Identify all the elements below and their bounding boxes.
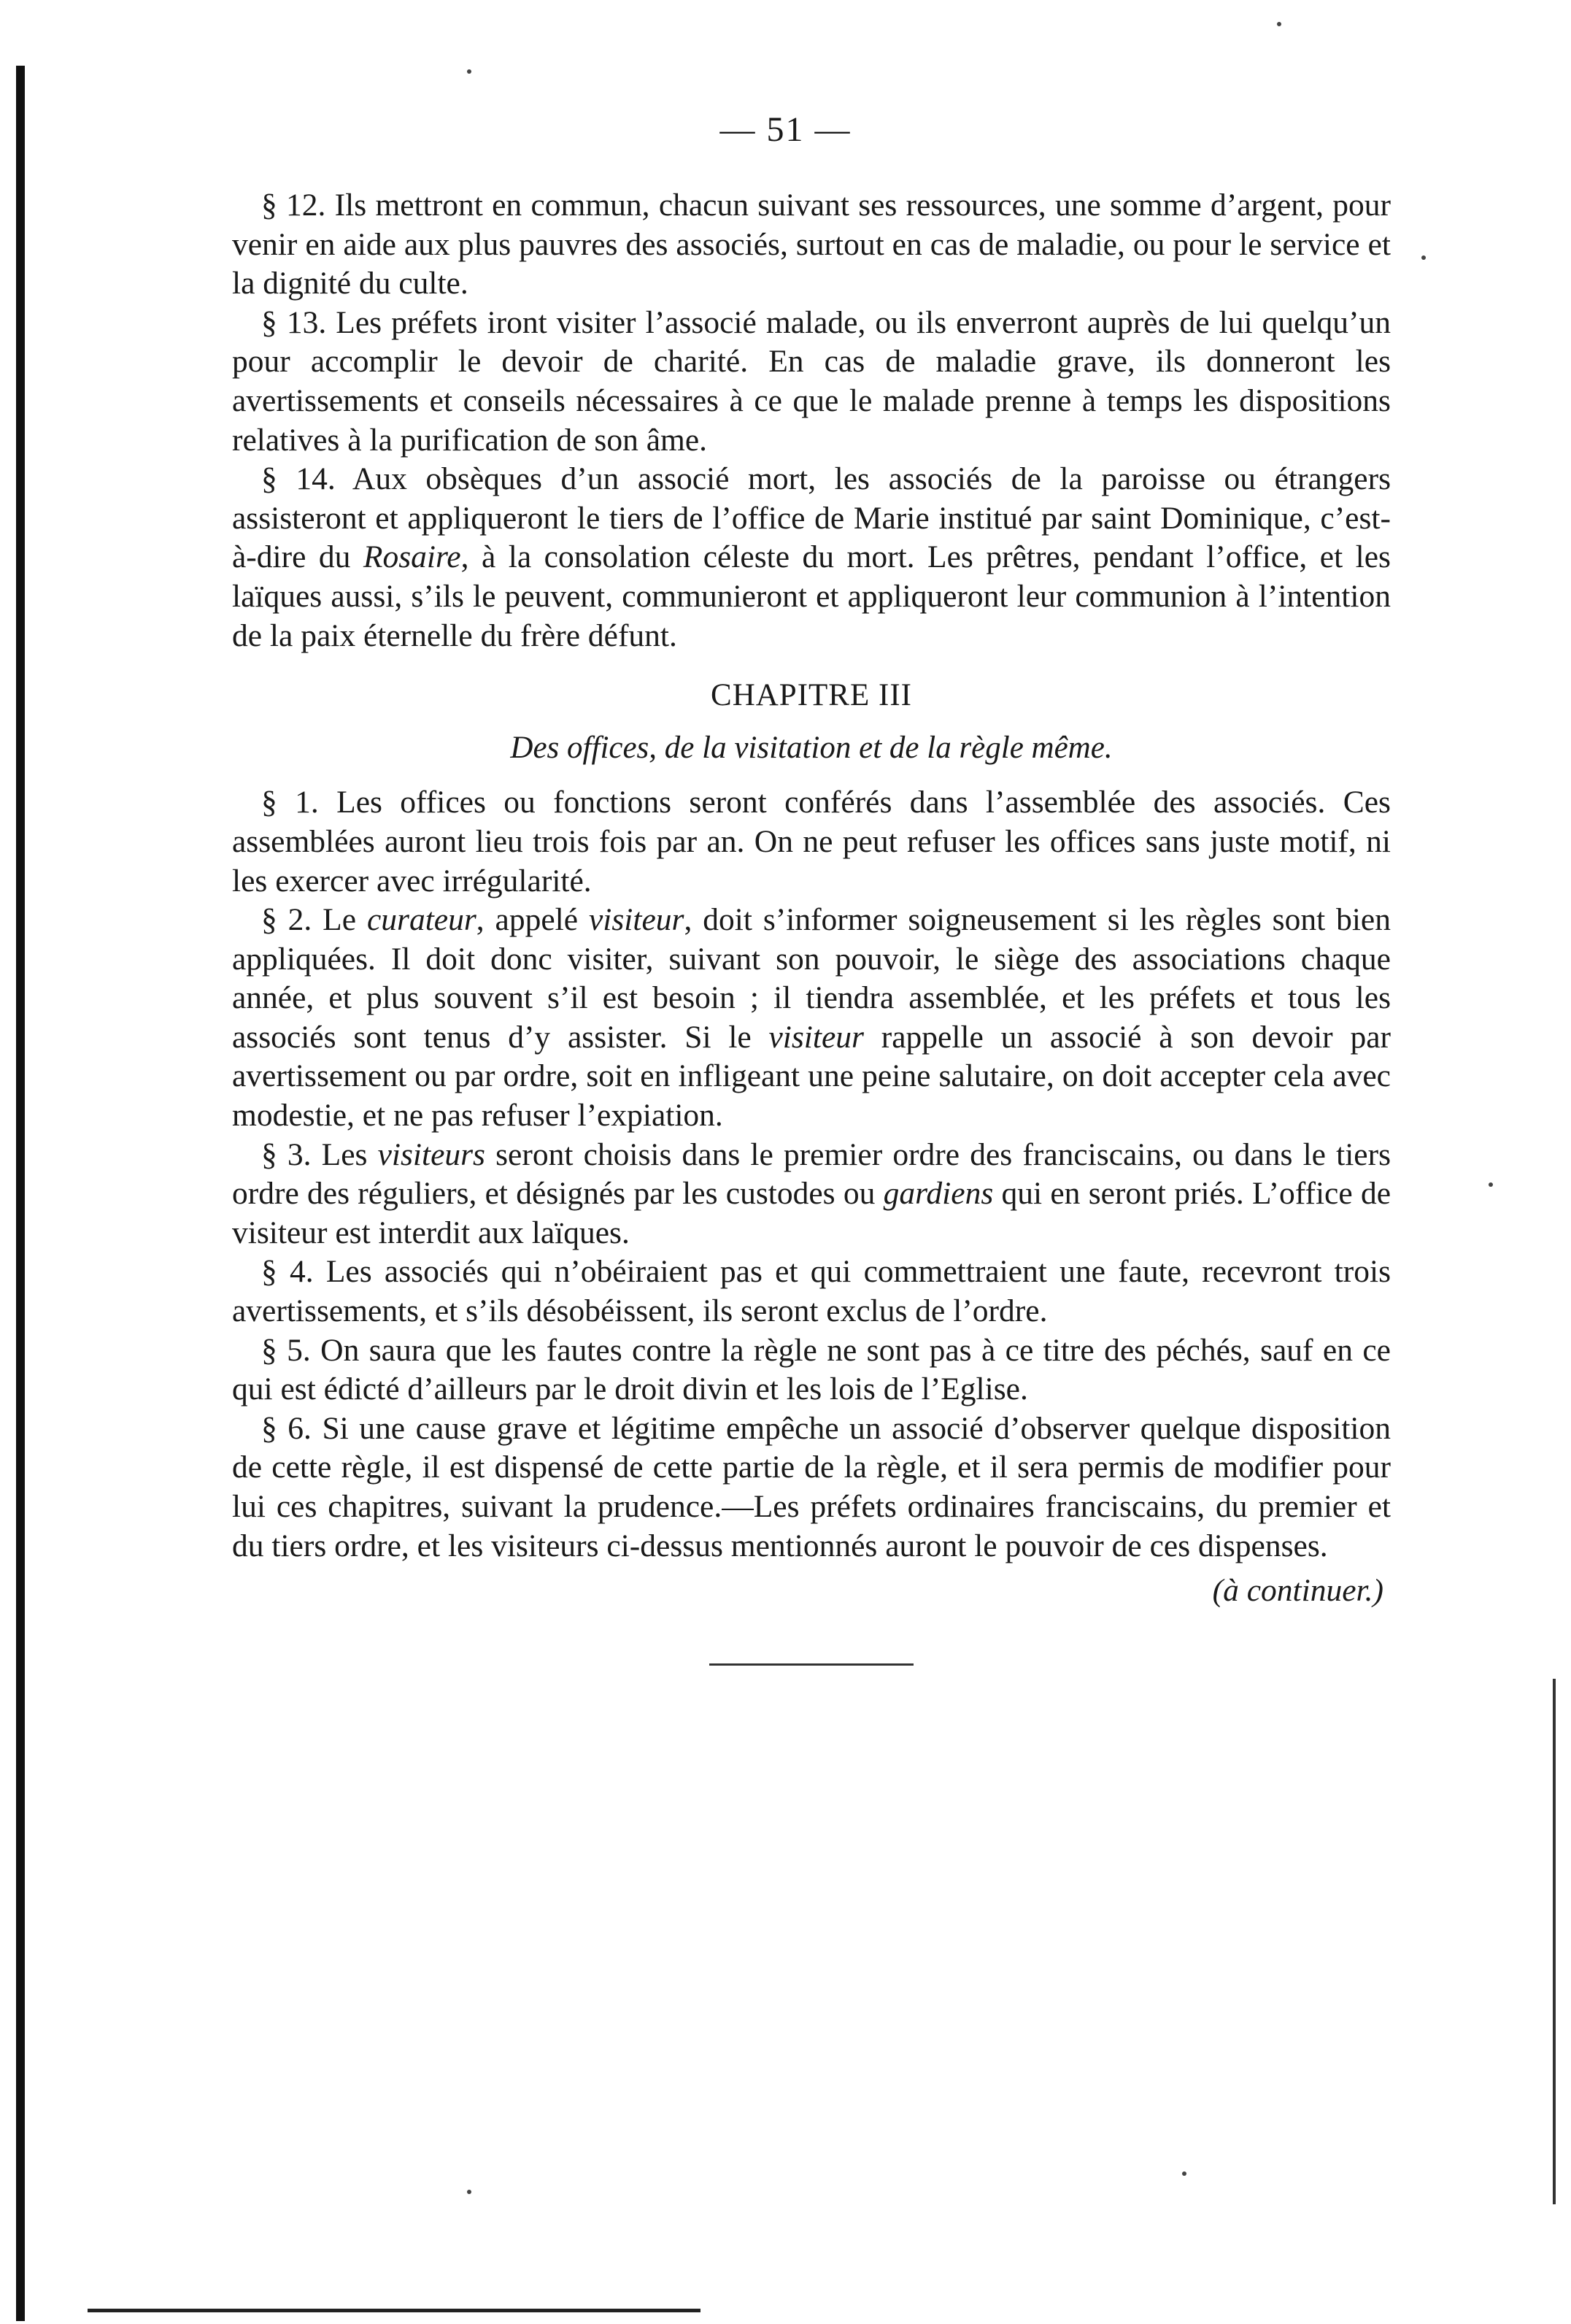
- p2-text-e: , doit s’informer soigneusement si les règles sont bien appliquées. Il doit donc visiter, suivant son pouvoir, le siège des associations chaque année, et plus souvent s’il est besoin ; il tiendra assemblée, et les préfets et tous les associés sont tenus d’y assister. Si le: [232, 902, 1391, 1055]
- page-number: — 51 —: [719, 110, 852, 149]
- visiteurs-italic: visiteurs: [377, 1136, 485, 1172]
- paragraph-4: § 4. Les associés qui n’obéiraient pas et qui commettraient une faute, recevront trois avertissements, et s’ils désobéissent, ils seront exclus de l’ordre.: [232, 1254, 1391, 1329]
- paragraph-14-text: § 14. Aux obsèques d’un associé mort, les associés de la paroisse ou étrangers assisteront et appliqueront le tiers de l’office de Marie institué par saint Dominique, c’est-à-dire du: [232, 461, 1391, 575]
- speck: [1489, 1182, 1493, 1187]
- p2-text-c: , appelé: [476, 902, 589, 938]
- gardiens-italic: gardiens: [883, 1176, 994, 1212]
- paragraph-1: § 1. Les offices ou fonctions seront conférés dans l’assemblée des associés. Ces assemblées auront lieu trois fois par an. On ne peut refuser les offices sans juste motif, ni les exercer avec irrégularité.: [232, 785, 1391, 899]
- speck: [1421, 255, 1426, 260]
- p3-text-c: seront choisis dans le premier ordre des franciscains, ou dans le tiers ordre des réguliers, et désignés par les custodes ou: [232, 1136, 1391, 1212]
- continuation-note: (à continuer.): [1212, 1573, 1383, 1609]
- paragraph-12: § 12. Ils mettront en commun, chacun suivant ses ressources, une somme d’argent, pour venir en aide aux plus pauvres des associés, surtout en cas de maladie, ou pour le service et la dignité du culte.: [232, 188, 1391, 301]
- paragraph-2: [232, 901, 1391, 1136]
- curateur-italic: curateur: [366, 902, 476, 938]
- left-margin-rule: [16, 66, 25, 2321]
- paragraph-13: § 13. Les préfets iront visiter l’associé malade, ou ils enverront auprès de lui quelqu’un pour accomplir le devoir de charité. En cas de maladie grave, ils donneront les avertissements et conseils nécessaires à ce que le malade prenne à temps les dispositions relatives à la purification de son âme.: [232, 304, 1391, 458]
- paragraph-3: [232, 1136, 1391, 1253]
- bottom-rule: [88, 2309, 700, 2312]
- chapter-subtitle: Des offices, de la visitation et de la règle même.: [510, 730, 1113, 765]
- p2-text-g: rappelle un associé à son devoir par avertissement ou par ordre, soit en infligeant une peine salutaire, on doit accepter cela avec modestie, et ne pas refuser l’expiation.: [232, 1019, 1391, 1134]
- visiteur-italic: visiteur: [588, 902, 684, 938]
- p2-text-a: § 2. Le: [261, 902, 367, 938]
- right-margin-mark: [1553, 1679, 1556, 2204]
- paragraph-6: § 6. Si une cause grave et légitime empêche un associé d’observer quelque disposition de cette règle, il est dispensé de cette partie de la règle, et il sera permis de modifier pour lui ces chapitres, suivant la prudence.—Les préfets ordinaires franciscains, du premier et du tiers ordre, et les visiteurs ci-dessus mentionnés auront le pouvoir de ces dispenses.: [232, 1410, 1391, 1563]
- speck: [1182, 2171, 1186, 2176]
- chapter-title: CHAPITRE III: [711, 678, 912, 713]
- end-rule: [709, 1663, 914, 1666]
- body-text: [232, 186, 1391, 1666]
- paragraph-14-text-cont: , à la consolation céleste du mort. Les prêtres, pendant l’office, et les laïques aussi, s’ils le peuvent, communieront et appliqueront leur communion à l’intention de la paix éternelle du frère défunt.: [232, 539, 1391, 653]
- rosaire-italic: Rosaire: [363, 539, 461, 575]
- p3-text-e: qui en seront priés. L’office de visiteur est interdit aux laïques.: [232, 1176, 1391, 1250]
- paragraph-5: § 5. On saura que les fautes contre la règle ne sont pas à ce titre des péchés, sauf en ce qui est édicté d’ailleurs par le droit divin et les lois de l’Eglise.: [232, 1332, 1391, 1407]
- paragraph-14: [232, 460, 1391, 655]
- p3-text-a: § 3. Les: [261, 1136, 378, 1172]
- speck: [467, 69, 471, 74]
- speck: [1277, 22, 1281, 26]
- speck: [467, 2190, 471, 2194]
- visiteur-italic-2: visiteur: [768, 1019, 864, 1055]
